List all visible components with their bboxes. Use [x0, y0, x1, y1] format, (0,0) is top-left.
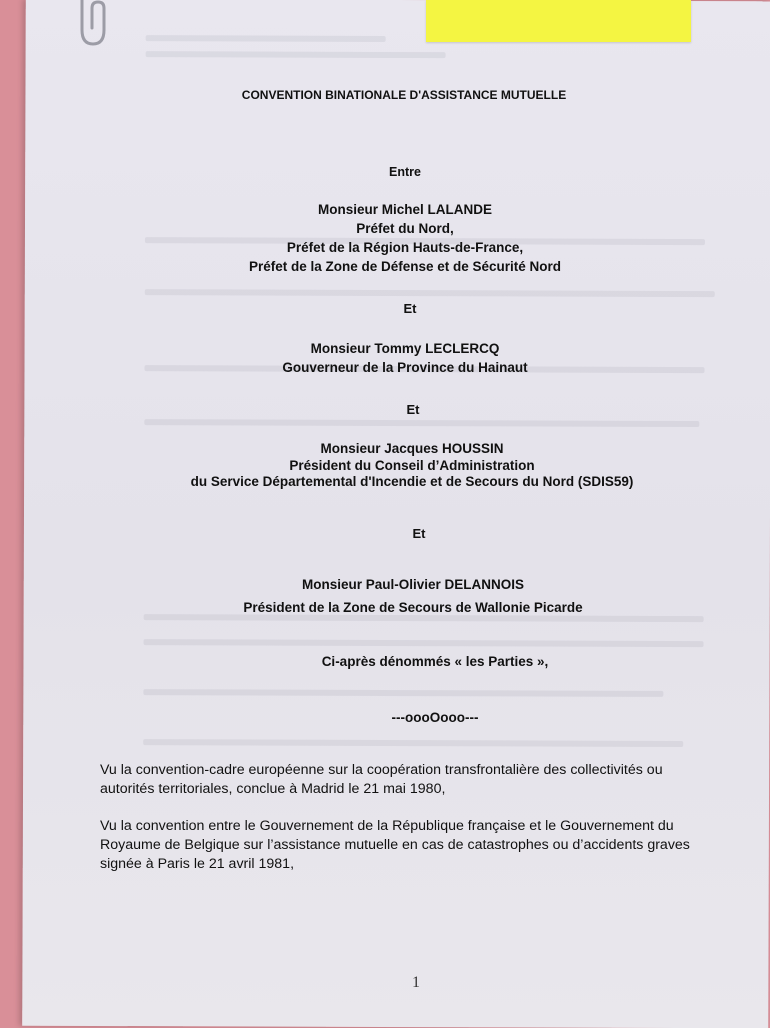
between-label: Entre: [389, 165, 421, 179]
hereafter-label: Ci-après dénommés « les Parties »,: [321, 654, 549, 669]
and-label: Et: [403, 301, 417, 316]
paragraph2-line: signée à Paris le 21 avril 1981,: [100, 856, 295, 872]
show-through-line: [143, 689, 663, 697]
party3-role: du Service Départemental d'Incendie et de Secours du Nord (SDIS59): [190, 474, 634, 489]
show-through-line: [144, 614, 704, 622]
show-through-line: [145, 289, 715, 297]
party4-name: Monsieur Paul-Olivier DELANNOIS: [301, 577, 525, 592]
party1-name: Monsieur Michel LALANDE: [317, 202, 492, 217]
document-title: CONVENTION BINATIONALE D'ASSISTANCE MUTUELLE: [241, 88, 567, 102]
party1-role: Préfet du Nord,: [356, 221, 454, 236]
party2-name: Monsieur Tommy LECLERCQ: [310, 341, 500, 356]
and-label: Et: [406, 402, 420, 417]
show-through-line: [146, 35, 386, 42]
show-through-line: [144, 419, 699, 427]
separator: ---oooOooo---: [391, 710, 479, 725]
and-label: Et: [412, 526, 426, 541]
document-page: [22, 0, 770, 1028]
paragraph1-line: Vu la convention-cadre européenne sur la coopération transfrontalière des collectivités ou: [100, 762, 663, 778]
paragraph2-line: Royaume de Belgique sur l’assistance mutuelle en cas de catastrophes ou d’accidents graves: [100, 837, 690, 853]
paperclip-icon: [68, 0, 118, 50]
party1-role: Préfet de la Zone de Défense et de Sécurité Nord: [248, 259, 562, 274]
sticky-note: [426, 0, 691, 42]
show-through-line: [144, 639, 704, 647]
paragraph1-line: autorités territoriales, conclue à Madrid le 21 mai 1980,: [100, 781, 446, 797]
party1-role: Préfet de la Région Hauts-de-France,: [286, 240, 524, 255]
party3-name: Monsieur Jacques HOUSSIN: [320, 441, 504, 456]
party4-role: Président de la Zone de Secours de Wallonie Picarde: [243, 600, 583, 615]
page-number: 1: [412, 974, 420, 991]
paragraph2-line: Vu la convention entre le Gouvernement de la République française et le Gouvernement du: [100, 818, 674, 834]
party3-role: Président du Conseil d’Administration: [289, 458, 535, 473]
show-through-line: [146, 51, 446, 58]
party2-role: Gouverneur de la Province du Hainaut: [282, 360, 528, 375]
show-through-line: [143, 739, 683, 747]
